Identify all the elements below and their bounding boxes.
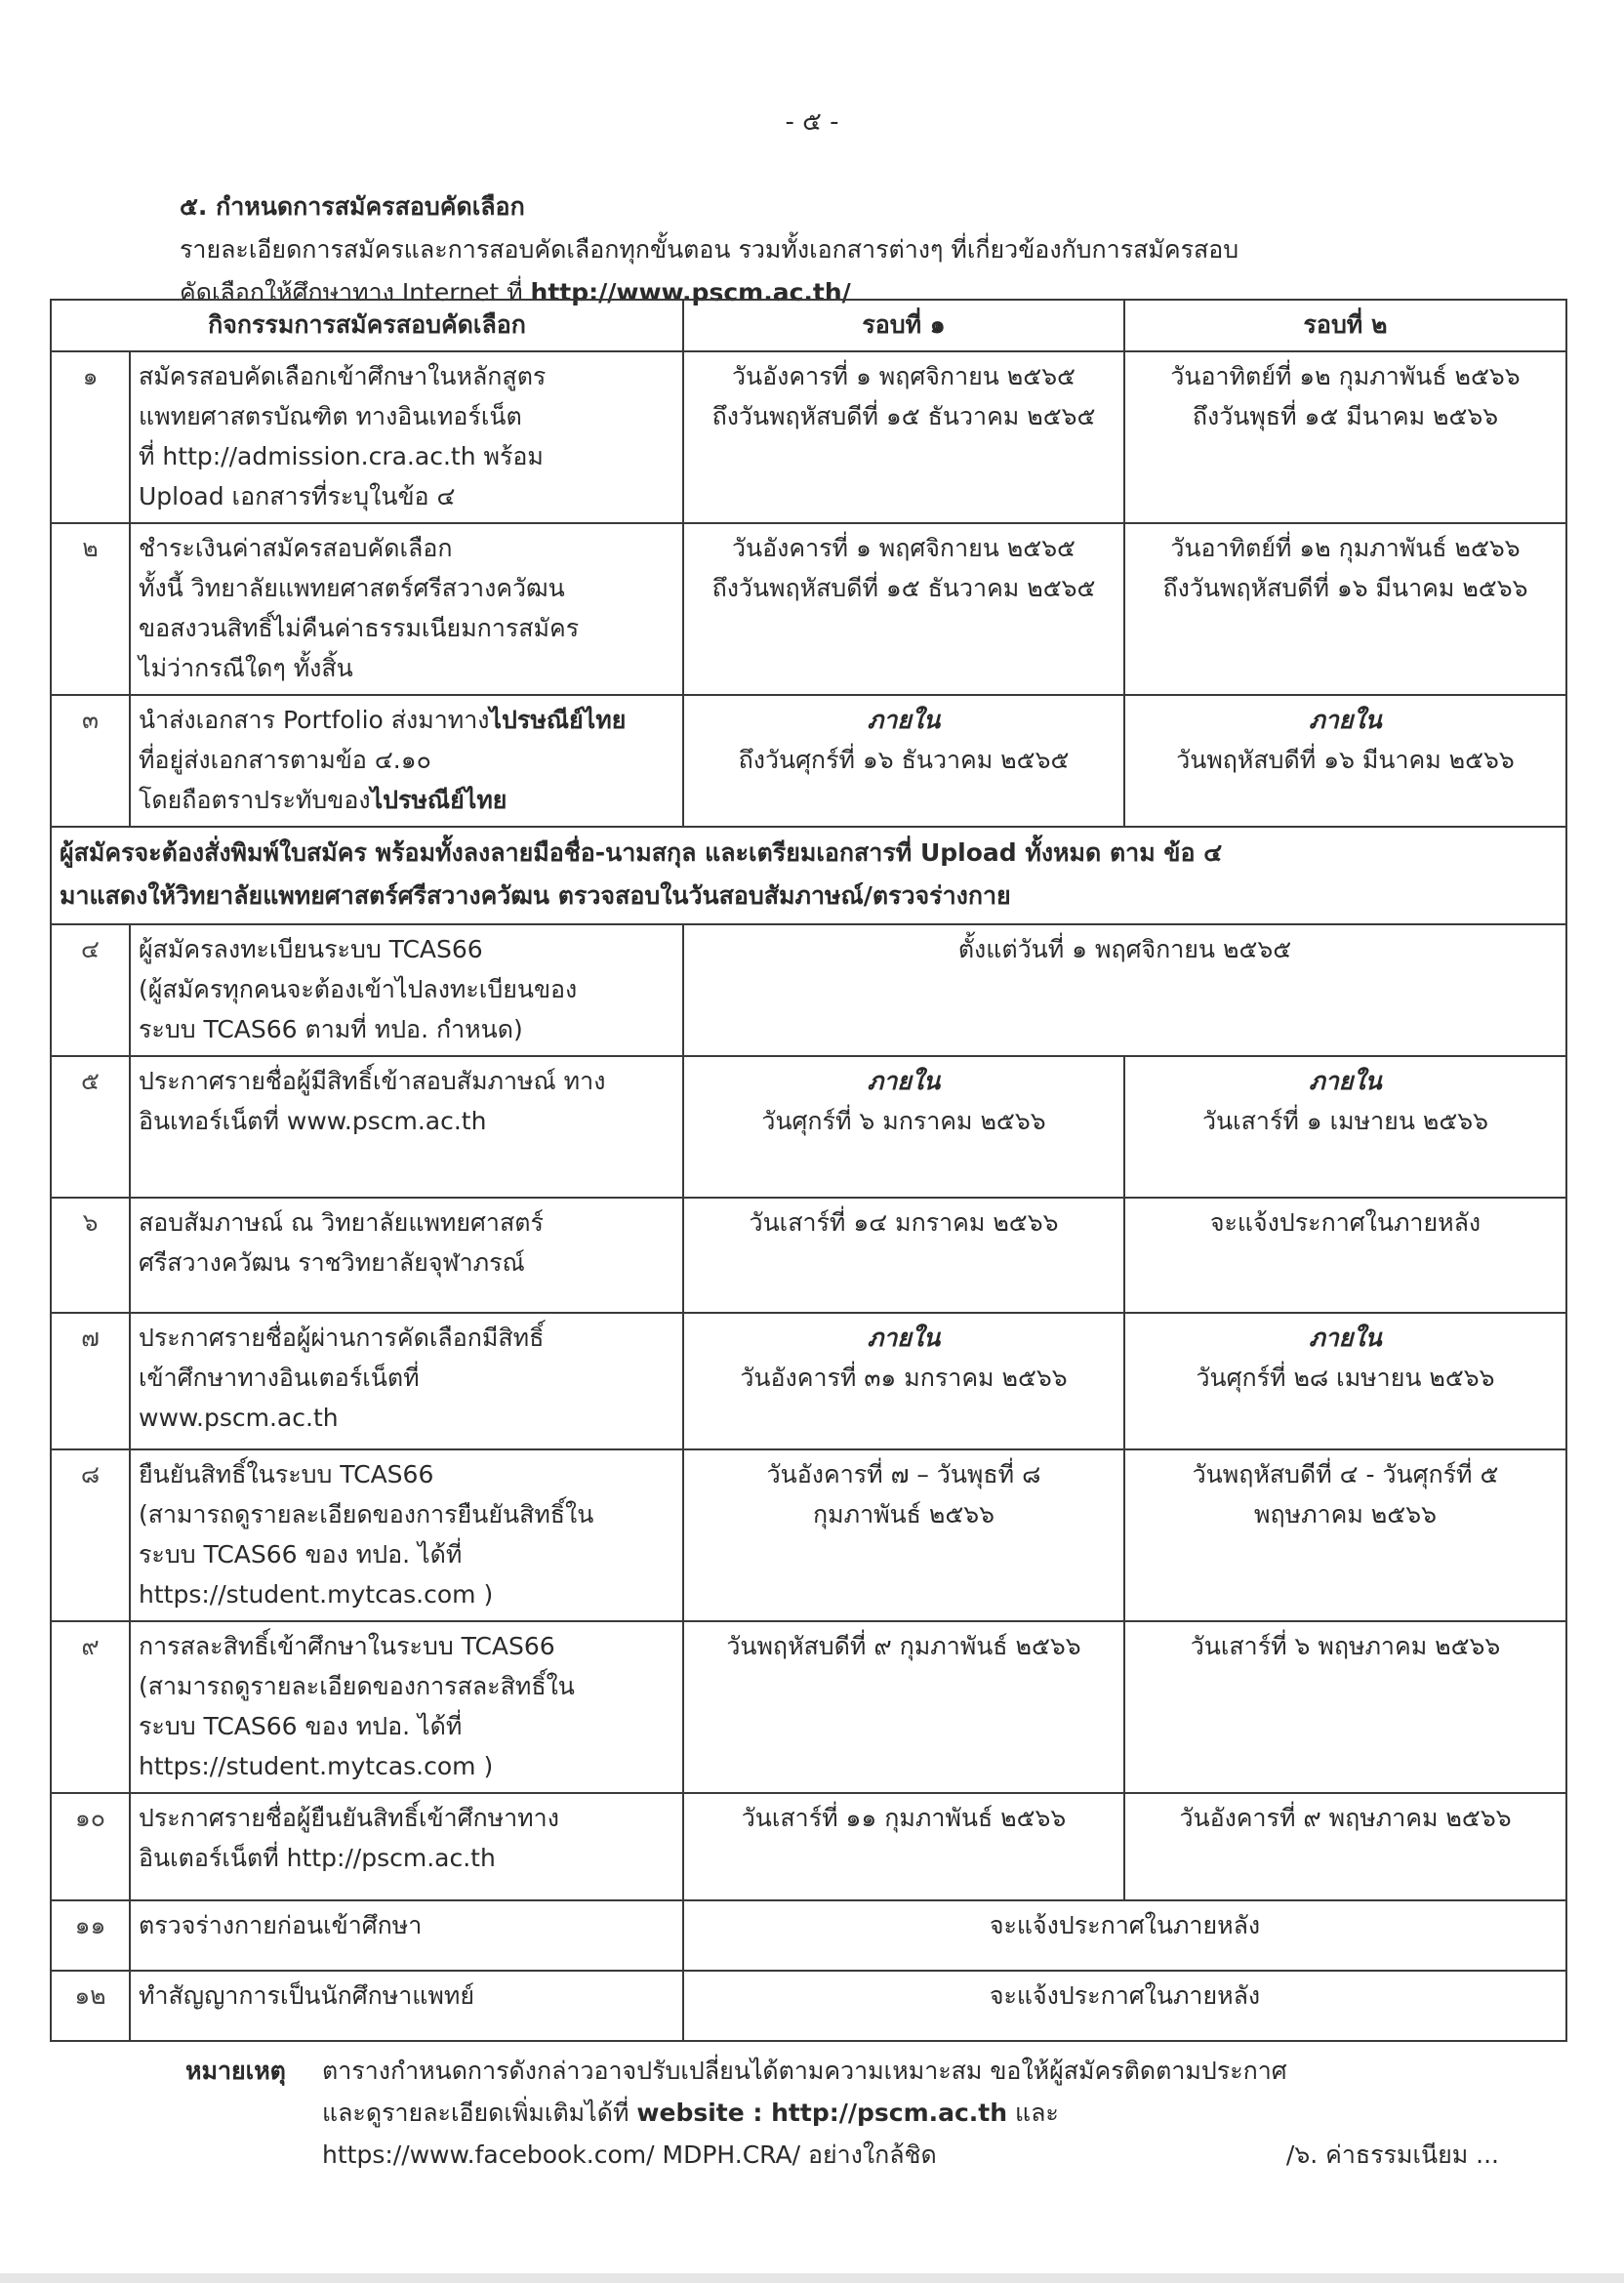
- activity-line: www.pscm.ac.th: [139, 1404, 339, 1432]
- continuation-note: /๖. ค่าธรรมเนียม ...: [1285, 2140, 1499, 2169]
- activity-line: [139, 700, 674, 740]
- intro-url-link[interactable]: http://www.pscm.ac.th/: [530, 278, 851, 306]
- table-row: [51, 1198, 1566, 1313]
- table-row: [51, 1793, 1566, 1900]
- header-round-1: รอบที่ ๑: [683, 300, 1124, 351]
- row-number: ๓: [51, 695, 130, 827]
- date-line: ถึงวันพฤหัสบดีที่ ๑๕ ธันวาคม ๒๕๖๕: [711, 574, 1096, 602]
- activity-line: (สามารถดูรายละเอียดของการสละสิทธิ์ใน: [139, 1672, 575, 1700]
- activity-line: (สามารถดูรายละเอียดของการยืนยันสิทธิ์ใน: [139, 1500, 594, 1529]
- table-row: [51, 523, 1566, 695]
- intro-text: คัดเลือกให้ศึกษาทาง Internet ที่: [180, 278, 523, 306]
- within-label: ภายใน: [1309, 1324, 1382, 1352]
- notice-row: [51, 827, 1566, 924]
- round-2-cell: [1124, 351, 1566, 523]
- thai-post-text: ไปรษณีย์ไทย: [370, 786, 508, 814]
- footnote-line-2: [185, 2092, 1571, 2134]
- activity-cell: [130, 523, 683, 695]
- table-header-row: [51, 300, 1566, 351]
- activity-line: ตรวจร่างกายก่อนเข้าศึกษา: [139, 1911, 423, 1939]
- activity-line: https://student.mytcas.com ): [139, 1580, 494, 1609]
- activity-line: [139, 780, 674, 820]
- round-2-cell: จะแจ้งประกาศในภายหลัง: [1124, 1198, 1566, 1313]
- activity-line: ที่อยู่ส่งเอกสารตามข้อ ๔.๑๐: [139, 746, 431, 774]
- activity-line: เข้าศึกษาทางอินเตอร์เน็ตที่: [139, 1364, 420, 1392]
- activity-line: สมัครสอบคัดเลือกเข้าศึกษาในหลักสูตร: [139, 362, 547, 390]
- activity-cell: [130, 1056, 683, 1198]
- date-line: พฤษภาคม ๒๕๖๖: [1254, 1500, 1437, 1529]
- activity-cell: [130, 351, 683, 523]
- notice-line: มาแสดงให้วิทยาลัยแพทยศาสตร์ศรีสวางควัฒน ตรวจสอบในวันสอบสัมภาษณ์/ตรวจร่างกาย: [60, 881, 1011, 910]
- activity-line: สอบสัมภาษณ์ ณ วิทยาลัยแพทยศาสตร์: [139, 1208, 544, 1237]
- within-label: ภายใน: [867, 1067, 941, 1095]
- within-label: ภายใน: [867, 1324, 941, 1352]
- date-line: วันอังคารที่ ๗ – วันพุธที่ ๘: [766, 1460, 1041, 1488]
- schedule-table: [50, 299, 1567, 2042]
- section-5: [180, 185, 1448, 314]
- date-line: ถึงวันศุกร์ที่ ๑๖ ธันวาคม ๒๕๖๕: [738, 746, 1070, 774]
- activity-line: การสละสิทธิ์เข้าศึกษาในระบบ TCAS66: [139, 1632, 555, 1660]
- table-row: [51, 1056, 1566, 1198]
- activity-cell: [130, 924, 683, 1056]
- row-number: ๖: [51, 1198, 130, 1313]
- row-number: ๑: [51, 351, 130, 523]
- round-1-cell: [683, 1056, 1124, 1198]
- activity-line: ไม่ว่ากรณีใดๆ ทั้งสิ้น: [139, 654, 353, 682]
- row-number: ๒: [51, 523, 130, 695]
- date-line: วันพฤหัสบดีที่ ๔ - วันศุกร์ที่ ๕: [1192, 1460, 1499, 1488]
- section-title: ๕. กำหนดการสมัครสอบคัดเลือก: [180, 192, 525, 221]
- table-row: [51, 1621, 1566, 1793]
- round-2-cell: [1124, 1449, 1566, 1621]
- round-1-cell: [683, 523, 1124, 695]
- round-1-cell: [683, 1313, 1124, 1449]
- activity-cell: [130, 1971, 683, 2041]
- activity-line: ประกาศรายชื่อผู้มีสิทธิ์เข้าสอบสัมภาษณ์ ทาง: [139, 1067, 606, 1095]
- table-row: [51, 1313, 1566, 1449]
- activity-line: ชำระเงินค่าสมัครสอบคัดเลือก: [139, 534, 453, 562]
- row-number: ๑๐: [51, 1793, 130, 1900]
- date-line: ถึงวันพฤหัสบดีที่ ๑๕ ธันวาคม ๒๕๖๕: [711, 402, 1096, 430]
- date-line: วันอังคารที่ ๑ พฤศจิกายน ๒๕๖๕: [732, 362, 1076, 390]
- footnote-text: ตารางกำหนดการดังกล่าวอาจปรับเปลี่ยนได้ตามความเหมาะสม ขอให้ผู้สมัครติดตามประกาศ: [322, 2057, 1287, 2085]
- table-row: [51, 695, 1566, 827]
- activity-cell: [130, 1313, 683, 1449]
- round-1-cell: [683, 1449, 1124, 1621]
- activity-line: อินเทอร์เน็ตที่ www.pscm.ac.th: [139, 1107, 487, 1135]
- row-number: ๙: [51, 1621, 130, 1793]
- round-2-cell: [1124, 695, 1566, 827]
- round-2-cell: [1124, 523, 1566, 695]
- row-number: ๗: [51, 1313, 130, 1449]
- within-label: ภายใน: [1309, 706, 1382, 734]
- activity-line: ที่ http://admission.cra.ac.th พร้อม: [139, 442, 544, 470]
- date-line: กุมภาพันธ์ ๒๕๖๖: [812, 1500, 995, 1529]
- intro-line-1: รายละเอียดการสมัครและการสอบคัดเลือกทุกขั้นตอน รวมทั้งเอกสารต่างๆ ที่เกี่ยวข้องกับการสมัครสอบ: [180, 235, 1239, 264]
- activity-line: https://student.mytcas.com ): [139, 1752, 494, 1780]
- row-number: ๘: [51, 1449, 130, 1621]
- activity-cell: [130, 1900, 683, 1971]
- date-line: วันอาทิตย์ที่ ๑๒ กุมภาพันธ์ ๒๕๖๖: [1170, 534, 1521, 562]
- row-number: ๑๒: [51, 1971, 130, 2041]
- activity-line: ขอสงวนสิทธิ์ไม่คืนค่าธรรมเนียมการสมัคร: [139, 614, 580, 642]
- footnote-line-3: [185, 2134, 1571, 2176]
- table-row: [51, 1971, 1566, 2041]
- activity-line: ระบบ TCAS66 ของ ทปอ. ได้ที่: [139, 1712, 463, 1740]
- date-line: วันอังคารที่ ๓๑ มกราคม ๒๕๖๖: [740, 1364, 1068, 1392]
- round-2-cell: วันอังคารที่ ๙ พฤษภาคม ๒๕๖๖: [1124, 1793, 1566, 1900]
- round-2-cell: [1124, 1313, 1566, 1449]
- footnote-label: หมายเหตุ: [185, 2057, 286, 2085]
- within-label: ภายใน: [867, 706, 941, 734]
- date-line: วันศุกร์ที่ ๖ มกราคม ๒๕๖๖: [761, 1107, 1046, 1135]
- footnote-text: และ: [1015, 2099, 1059, 2127]
- activity-line: ทั้งนี้ วิทยาลัยแพทยศาสตร์ศรีสวางควัฒน: [139, 574, 565, 602]
- date-line: วันอาทิตย์ที่ ๑๒ กุมภาพันธ์ ๒๕๖๖: [1170, 362, 1521, 390]
- merged-date-cell: จะแจ้งประกาศในภายหลัง: [683, 1900, 1566, 1971]
- activity-line: ผู้สมัครลงทะเบียนระบบ TCAS66: [139, 935, 483, 963]
- activity-cell: [130, 1793, 683, 1900]
- page-number: - ๕ -: [785, 107, 839, 137]
- row-number: ๑๑: [51, 1900, 130, 1971]
- round-1-cell: วันพฤหัสบดีที่ ๙ กุมภาพันธ์ ๒๕๖๖: [683, 1621, 1124, 1793]
- activity-line: ศรีสวางควัฒน ราชวิทยาลัยจุฬาภรณ์: [139, 1248, 525, 1277]
- activity-cell: [130, 1449, 683, 1621]
- notice-cell: [51, 827, 1566, 924]
- activity-line: ทำสัญญาการเป็นนักศึกษาแพทย์: [139, 1981, 474, 2010]
- table-row: [51, 1900, 1566, 1971]
- activity-line: ระบบ TCAS66 ของ ทปอ. ได้ที่: [139, 1540, 463, 1569]
- date-line: ถึงวันพฤหัสบดีที่ ๑๖ มีนาคม ๒๕๖๖: [1162, 574, 1528, 602]
- round-1-cell: วันเสาร์ที่ ๑๑ กุมภาพันธ์ ๒๕๖๖: [683, 1793, 1124, 1900]
- table-row: [51, 924, 1566, 1056]
- row-number: ๕: [51, 1056, 130, 1198]
- activity-line: ยืนยันสิทธิ์ในระบบ TCAS66: [139, 1460, 434, 1488]
- activity-line: ประกาศรายชื่อผู้ผ่านการคัดเลือกมีสิทธิ์: [139, 1324, 545, 1352]
- round-2-cell: [1124, 1056, 1566, 1198]
- round-1-cell: [683, 351, 1124, 523]
- row-number: ๔: [51, 924, 130, 1056]
- table-row: [51, 351, 1566, 523]
- table-row: [51, 1449, 1566, 1621]
- activity-cell: [130, 695, 683, 827]
- page-bottom-edge: [0, 2273, 1624, 2283]
- date-line: วันพฤหัสบดีที่ ๑๖ มีนาคม ๒๕๖๖: [1176, 746, 1515, 774]
- merged-date-cell: จะแจ้งประกาศในภายหลัง: [683, 1971, 1566, 2041]
- date-line: ถึงวันพุธที่ ๑๕ มีนาคม ๒๕๖๖: [1192, 402, 1499, 430]
- thai-post-text: ไปรษณีย์ไทย: [489, 706, 627, 734]
- activity-line: อินเตอร์เน็ตที่ http://pscm.ac.th: [139, 1844, 496, 1872]
- footnote-line-1: [185, 2050, 1571, 2092]
- round-1-cell: วันเสาร์ที่ ๑๔ มกราคม ๒๕๖๖: [683, 1198, 1124, 1313]
- date-line: วันศุกร์ที่ ๒๘ เมษายน ๒๕๖๖: [1196, 1364, 1495, 1392]
- activity-line: (ผู้สมัครทุกคนจะต้องเข้าไปลงทะเบียนของ: [139, 975, 578, 1003]
- activity-line: แพทยศาสตรบัณฑิต ทางอินเทอร์เน็ต: [139, 402, 522, 430]
- round-1-cell: [683, 695, 1124, 827]
- activity-line: Upload เอกสารที่ระบุในข้อ ๔: [139, 482, 456, 510]
- footnote-text: และดูรายละเอียดเพิ่มเติมได้ที่: [322, 2099, 629, 2127]
- activity-text: โดยถือตราประทับของ: [139, 786, 371, 814]
- date-line: วันเสาร์ที่ ๑ เมษายน ๒๕๖๖: [1201, 1107, 1488, 1135]
- website-link[interactable]: website : http://pscm.ac.th: [636, 2099, 1008, 2127]
- activity-cell: [130, 1621, 683, 1793]
- activity-cell: [130, 1198, 683, 1313]
- round-2-cell: วันเสาร์ที่ ๖ พฤษภาคม ๒๕๖๖: [1124, 1621, 1566, 1793]
- facebook-link[interactable]: https://www.facebook.com/ MDPH.CRA/ อย่างใกล้ชิด: [322, 2140, 937, 2169]
- within-label: ภายใน: [1309, 1067, 1382, 1095]
- activity-line: ประกาศรายชื่อผู้ยืนยันสิทธิ์เข้าศึกษาทาง: [139, 1804, 559, 1832]
- merged-date-cell: ตั้งแต่วันที่ ๑ พฤศจิกายน ๒๕๖๕: [683, 924, 1566, 1056]
- header-activity: กิจกรรมการสมัครสอบคัดเลือก: [51, 300, 683, 351]
- activity-text: นำส่งเอกสาร Portfolio ส่งมาทาง: [139, 706, 490, 734]
- footnote: [185, 2050, 1571, 2176]
- notice-line: ผู้สมัครจะต้องสั่งพิมพ์ใบสมัคร พร้อมทั้งลงลายมือชื่อ-นามสกุล และเตรียมเอกสารที่ Upload ทั้งหมด ตาม ข้อ ๔: [60, 838, 1223, 867]
- activity-line: ระบบ TCAS66 ตามที่ ทปอ. กำหนด): [139, 1015, 523, 1043]
- date-line: วันอังคารที่ ๑ พฤศจิกายน ๒๕๖๕: [732, 534, 1076, 562]
- header-round-2: รอบที่ ๒: [1124, 300, 1566, 351]
